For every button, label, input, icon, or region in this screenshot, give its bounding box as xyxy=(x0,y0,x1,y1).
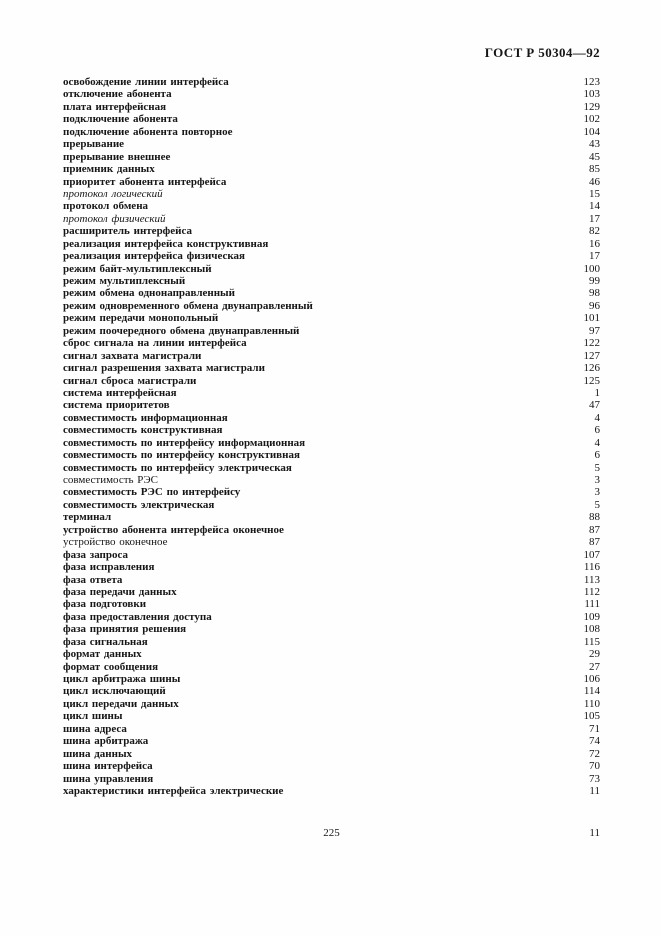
index-page-number: 125 xyxy=(583,374,600,387)
index-row xyxy=(63,486,600,498)
index-term: совместимость конструктивная xyxy=(63,424,223,437)
index-term: фаза сигнальная xyxy=(63,635,148,648)
index-term: приоритет абонента интерфейса xyxy=(63,175,227,188)
index-row xyxy=(63,300,600,312)
index-page-number: 127 xyxy=(583,349,600,362)
index-page-number: 11 xyxy=(589,784,600,797)
index-page-number: 88 xyxy=(589,511,600,524)
index-page-number: 113 xyxy=(583,573,600,586)
index-page-number: 106 xyxy=(583,673,600,685)
index-page-number: 123 xyxy=(583,76,600,88)
index-page-number: 1 xyxy=(594,386,600,399)
index-term: цикл передачи данных xyxy=(63,697,179,710)
index-term: отключение абонента xyxy=(63,88,172,101)
index-row xyxy=(63,412,600,424)
index-term: режим мультиплексный xyxy=(63,275,186,287)
index-page-number: 109 xyxy=(583,610,600,623)
footer-page-number-center: 225 xyxy=(323,827,340,839)
index-page-number: 6 xyxy=(594,449,600,462)
index-row xyxy=(63,362,600,374)
index-page-number: 73 xyxy=(589,772,600,785)
index-row xyxy=(63,188,600,200)
index-page-number: 87 xyxy=(589,523,600,536)
index-term: система приоритетов xyxy=(63,399,170,412)
index-term: сигнал захвата магистрали xyxy=(63,349,202,362)
index-row xyxy=(63,399,600,411)
index-page-number: 43 xyxy=(589,138,600,151)
index-row xyxy=(63,648,600,660)
footer-section-page-number: 11 xyxy=(589,827,600,839)
index-page-number: 17 xyxy=(589,250,600,263)
index-page-number: 82 xyxy=(589,225,600,238)
index-term: режим обмена однонаправленный xyxy=(63,287,235,300)
index-term: характеристики интерфейса электрические xyxy=(63,784,284,797)
index-page-number: 47 xyxy=(589,399,600,412)
index-row xyxy=(63,238,600,250)
index-row xyxy=(63,101,600,113)
index-row xyxy=(63,773,600,785)
index-page-number: 126 xyxy=(583,362,600,375)
index-row xyxy=(63,350,600,362)
index-page-number: 72 xyxy=(589,747,600,760)
index-row xyxy=(63,623,600,635)
index-term: фаза запроса xyxy=(63,548,129,561)
index-page-number: 17 xyxy=(589,212,600,225)
index-row xyxy=(63,723,600,735)
index-term: прерывание xyxy=(63,138,125,151)
index-page-number: 14 xyxy=(589,200,600,213)
index-row xyxy=(63,325,600,337)
index-term: совместимость по интерфейсу конструктивная xyxy=(63,449,300,462)
index-row xyxy=(63,636,600,648)
index-row xyxy=(63,673,600,685)
index-page-number: 107 xyxy=(583,548,600,561)
index-term: подключение абонента повторное xyxy=(63,125,233,138)
index-page-number: 4 xyxy=(594,411,600,424)
index-term: плата интерфейсная xyxy=(63,100,167,113)
index-term: совместимость по интерфейсу информационная xyxy=(63,436,306,449)
index-row xyxy=(63,511,600,523)
index-row xyxy=(63,748,600,760)
index-term: фаза подготовки xyxy=(63,598,147,611)
index-term: цикл исключающий xyxy=(63,685,166,698)
index-row xyxy=(63,424,600,436)
index-row xyxy=(63,76,600,88)
index-page-number: 122 xyxy=(583,337,600,350)
index-page-number: 108 xyxy=(583,623,600,636)
index-page-number: 4 xyxy=(594,436,600,449)
index-page-number: 6 xyxy=(594,424,600,437)
index-row xyxy=(63,474,600,486)
index-term: сброс сигнала на линии интерфейса xyxy=(63,337,247,350)
index-term: устройство оконечное xyxy=(63,536,168,549)
index-term: устройство абонента интерфейса оконечное xyxy=(63,523,284,536)
index-row xyxy=(63,760,600,772)
index-term: совместимость РЭС по интерфейсу xyxy=(63,486,241,499)
index-term: фаза принятия решения xyxy=(63,623,187,636)
index-row xyxy=(63,524,600,536)
index-term: режим байт-мультиплексный xyxy=(63,262,212,275)
index-row xyxy=(63,375,600,387)
index-row xyxy=(63,586,600,598)
index-row xyxy=(63,113,600,125)
index-page-number: 99 xyxy=(589,275,600,287)
index-term: реализация интерфейса конструктивная xyxy=(63,237,269,250)
index-row xyxy=(63,499,600,511)
index-page-number: 3 xyxy=(594,474,600,486)
index-row xyxy=(63,163,600,175)
index-page-number: 85 xyxy=(589,163,600,176)
index-row xyxy=(63,176,600,188)
index-term: цикл арбитража шины xyxy=(63,673,181,685)
index-page-number: 102 xyxy=(583,113,600,126)
index-term: шина управления xyxy=(63,772,154,785)
index-page-number: 5 xyxy=(594,498,600,511)
index-page-number: 101 xyxy=(583,312,600,325)
index-page-number: 100 xyxy=(583,262,600,275)
index-page-number: 98 xyxy=(589,287,600,300)
index-term: фаза исправления xyxy=(63,561,155,574)
index-page-number: 104 xyxy=(583,125,600,138)
index-term: фаза ответа xyxy=(63,573,123,586)
index-row xyxy=(63,200,600,212)
index-row xyxy=(63,225,600,237)
index-term: система интерфейсная xyxy=(63,386,177,399)
document-standard-number: ГОСТ Р 50304—92 xyxy=(484,45,600,60)
index-page-number: 15 xyxy=(589,187,600,200)
index-page-number: 74 xyxy=(589,735,600,748)
index-row xyxy=(63,88,600,100)
index-page-number: 114 xyxy=(583,685,600,698)
index-term: прерывание внешнее xyxy=(63,150,171,163)
index-row xyxy=(63,710,600,722)
index-term: протокол физический xyxy=(63,212,166,225)
index-page-number: 29 xyxy=(589,648,600,661)
index-row xyxy=(63,151,600,163)
index-row xyxy=(63,598,600,610)
index-page-number: 27 xyxy=(589,660,600,673)
index-row xyxy=(63,462,600,474)
index-row xyxy=(63,561,600,573)
index-term: терминал xyxy=(63,511,112,524)
index-page-number: 105 xyxy=(583,710,600,723)
index-page-number: 103 xyxy=(583,88,600,101)
index-term: цикл шины xyxy=(63,710,123,723)
index-term: реализация интерфейса физическая xyxy=(63,250,246,263)
index-row xyxy=(63,536,600,548)
index-term: освобождение линии интерфейса xyxy=(63,76,229,88)
index-row xyxy=(63,126,600,138)
index-page-number: 71 xyxy=(589,722,600,735)
index-page-number: 110 xyxy=(583,697,600,710)
index-row xyxy=(63,275,600,287)
index-list xyxy=(63,76,600,797)
index-row xyxy=(63,263,600,275)
index-row xyxy=(63,549,600,561)
index-term: совместимость по интерфейсу электрическая xyxy=(63,461,292,474)
index-page-number: 46 xyxy=(589,175,600,188)
index-page-number: 96 xyxy=(589,299,600,312)
index-row xyxy=(63,698,600,710)
index-page-number: 3 xyxy=(594,486,600,499)
index-row xyxy=(63,138,600,150)
index-row xyxy=(63,574,600,586)
index-term: формат данных xyxy=(63,648,142,661)
index-term: фаза передачи данных xyxy=(63,585,177,598)
index-page-number: 45 xyxy=(589,150,600,163)
index-row xyxy=(63,785,600,797)
index-term: сигнал разрешения захвата магистрали xyxy=(63,362,265,375)
index-page-number: 116 xyxy=(583,561,600,574)
index-row xyxy=(63,449,600,461)
index-row xyxy=(63,337,600,349)
index-term: протокол логический xyxy=(63,187,163,200)
index-term: шина арбитража xyxy=(63,735,149,748)
index-term: протокол обмена xyxy=(63,200,149,213)
index-page-number: 115 xyxy=(583,635,600,648)
index-page-number: 16 xyxy=(589,237,600,250)
index-page-number: 129 xyxy=(583,100,600,113)
index-row xyxy=(63,661,600,673)
index-term: шина интерфейса xyxy=(63,760,153,773)
index-row xyxy=(63,437,600,449)
index-term: формат сообщения xyxy=(63,660,159,673)
index-term: шина адреса xyxy=(63,722,127,735)
index-row xyxy=(63,611,600,623)
index-row xyxy=(63,387,600,399)
index-term: подключение абонента xyxy=(63,113,178,126)
index-term: режим передачи монопольный xyxy=(63,312,219,325)
index-term: совместимость информационная xyxy=(63,411,228,424)
index-term: сигнал сброса магистрали xyxy=(63,374,197,387)
index-term: совместимость электрическая xyxy=(63,498,215,511)
index-page-number: 112 xyxy=(583,585,600,598)
index-term: совместимость РЭС xyxy=(63,474,158,486)
index-row xyxy=(63,685,600,697)
index-term: шина данных xyxy=(63,747,133,760)
index-term: режим одновременного обмена двунаправленный xyxy=(63,299,313,312)
index-term: фаза предоставления доступа xyxy=(63,610,212,623)
index-row xyxy=(63,250,600,262)
index-page-number: 70 xyxy=(589,760,600,773)
index-row xyxy=(63,213,600,225)
index-row xyxy=(63,735,600,747)
index-term: режим поочередного обмена двунаправленный xyxy=(63,324,300,337)
index-page-number: 87 xyxy=(589,536,600,549)
index-page-number: 5 xyxy=(594,461,600,474)
index-page-number: 111 xyxy=(584,598,600,611)
index-row xyxy=(63,287,600,299)
index-term: приемник данных xyxy=(63,163,155,176)
index-term: расширитель интерфейса xyxy=(63,225,193,238)
index-row xyxy=(63,312,600,324)
index-page-number: 97 xyxy=(589,324,600,337)
